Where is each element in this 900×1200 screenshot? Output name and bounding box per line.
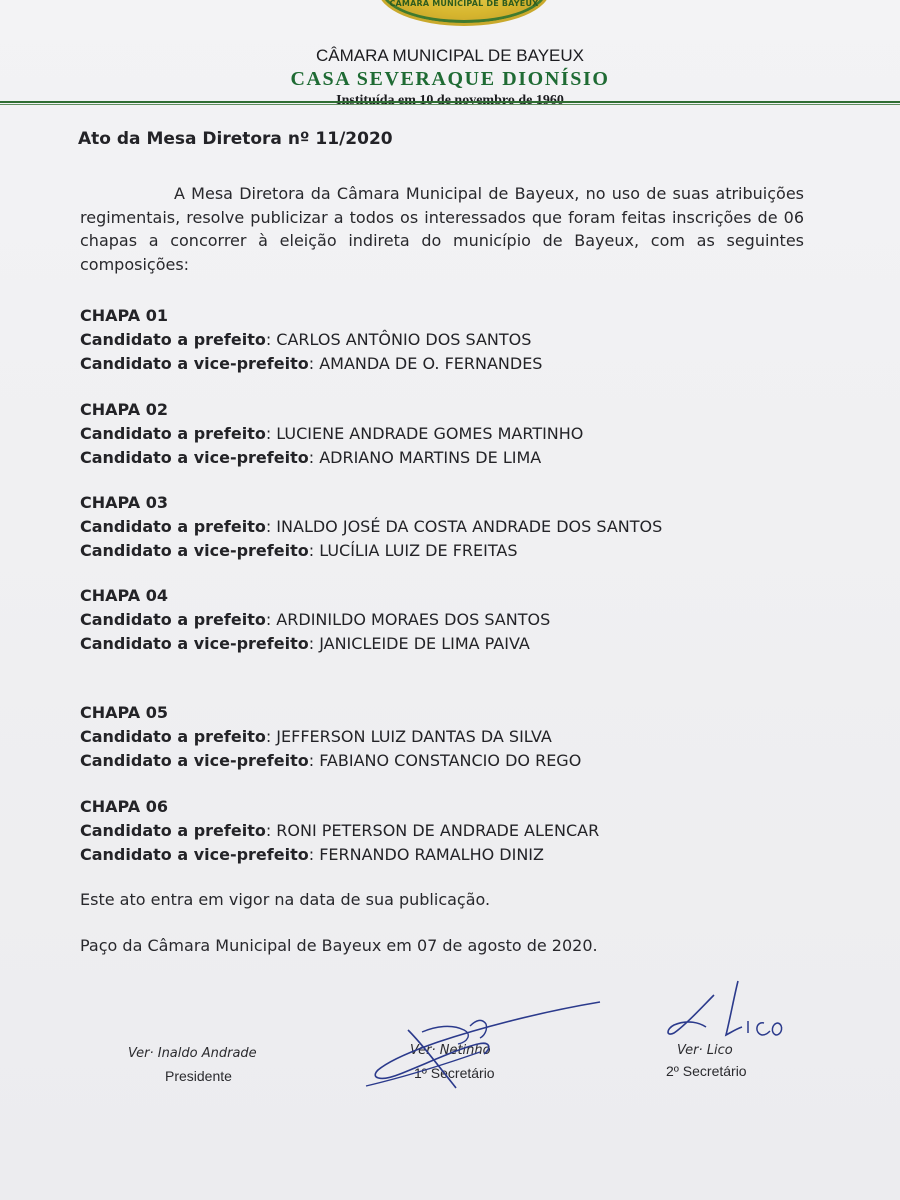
mayor-candidate-row [80, 819, 840, 843]
chapa-title: CHAPA 03 [80, 493, 168, 512]
vice-name: : ADRIANO MARTINS DE LIMA [308, 448, 542, 467]
mayor-candidate-row [80, 328, 840, 352]
mayor-name: : INALDO JOSÉ DA COSTA ANDRADE DOS SANTOS [265, 517, 663, 536]
mayor-candidate-row [80, 725, 840, 749]
second-secretary-signature-icon [660, 975, 800, 1055]
mayor-name: : LUCIENE ANDRADE GOMES MARTINHO [265, 424, 584, 443]
mayor-candidate-row [80, 422, 840, 446]
vice-candidate-row [80, 352, 840, 376]
logo-text: CÂMARA MUNICIPAL DE BAYEUX [389, 0, 539, 8]
chapa-block [80, 398, 840, 470]
chapa-title: CHAPA 04 [80, 586, 168, 605]
act-title: Ato da Mesa Diretora nº 11/2020 [78, 129, 393, 149]
chapa-block [80, 304, 840, 376]
vice-name: : AMANDA DE O. FERNANDES [308, 354, 543, 373]
mayor-label: Candidato a prefeito [80, 821, 266, 840]
chapa-block [80, 701, 840, 773]
chapa-title: CHAPA 01 [80, 306, 168, 325]
mayor-name: : ARDINILDO MORAES DOS SANTOS [265, 610, 551, 629]
mayor-name: : RONI PETERSON DE ANDRADE ALENCAR [265, 821, 600, 840]
first-secretary-signature-icon [360, 990, 610, 1100]
vice-name: : FABIANO CONSTANCIO DO REGO [308, 751, 582, 770]
vice-label: Candidato a vice-prefeito [80, 845, 309, 864]
header-divider [0, 101, 900, 103]
vice-candidate-row [80, 446, 840, 470]
house-name: CASA SEVERAQUE DIONÍSIO [290, 68, 610, 90]
second-secretary-name: Ver· Lico [677, 1043, 733, 1058]
chapa-title: CHAPA 05 [80, 703, 168, 722]
mayor-name: : JEFFERSON LUIZ DANTAS DA SILVA [265, 727, 552, 746]
effect-statement: Este ato entra em vigor na data de sua publicação. [80, 890, 491, 909]
mayor-label: Candidato a prefeito [80, 610, 266, 629]
mayor-label: Candidato a prefeito [80, 517, 266, 536]
president-role: Presidente [165, 1068, 232, 1084]
mayor-candidate-row [80, 515, 840, 539]
vice-name: : LUCÍLIA LUIZ DE FREITAS [308, 541, 518, 560]
vice-name: : JANICLEIDE DE LIMA PAIVA [308, 634, 530, 653]
vice-candidate-row [80, 843, 840, 867]
first-secretary-name: Ver· Netinho [410, 1043, 491, 1058]
mayor-candidate-row [80, 608, 840, 632]
chapa-title: CHAPA 02 [80, 400, 168, 419]
chapa-block [80, 795, 840, 867]
chapa-title: CHAPA 06 [80, 797, 168, 816]
vice-candidate-row [80, 632, 840, 656]
mayor-label: Candidato a prefeito [80, 330, 266, 349]
president-name: Ver· Inaldo Andrade [128, 1046, 257, 1061]
mayor-label: Candidato a prefeito [80, 424, 266, 443]
chapa-block [80, 491, 840, 563]
mayor-label: Candidato a prefeito [80, 727, 266, 746]
vice-label: Candidato a vice-prefeito [80, 448, 309, 467]
header-divider-thin [0, 104, 900, 105]
vice-label: Candidato a vice-prefeito [80, 634, 309, 653]
chapa-block [80, 584, 840, 656]
second-secretary-role: 2º Secretário [666, 1063, 747, 1079]
chamber-name: CÂMARA MUNICIPAL DE BAYEUX [316, 46, 584, 65]
vice-label: Candidato a vice-prefeito [80, 751, 309, 770]
mayor-name: : CARLOS ANTÔNIO DOS SANTOS [265, 330, 532, 349]
chamber-seal-logo [378, 0, 550, 26]
first-secretary-role: 1º Secretário [414, 1065, 495, 1081]
vice-name: : FERNANDO RAMALHO DINIZ [308, 845, 544, 864]
vice-candidate-row [80, 749, 840, 773]
vice-label: Candidato a vice-prefeito [80, 354, 309, 373]
intro-paragraph: A Mesa Diretora da Câmara Municipal de Bayeux, no uso de suas atribuições regimentais, resolve publicizar a todos os interessados que foram feitas inscrições de 06 chapas a concorrer à eleição indireta do município de Bayeux, com as seguintes composições: [80, 184, 804, 274]
place-and-date: Paço da Câmara Municipal de Bayeux em 07 de agosto de 2020. [80, 936, 598, 955]
vice-candidate-row [80, 539, 840, 563]
vice-label: Candidato a vice-prefeito [80, 541, 309, 560]
founding-date: Instituída em 10 de novembro de 1960 [336, 93, 564, 108]
